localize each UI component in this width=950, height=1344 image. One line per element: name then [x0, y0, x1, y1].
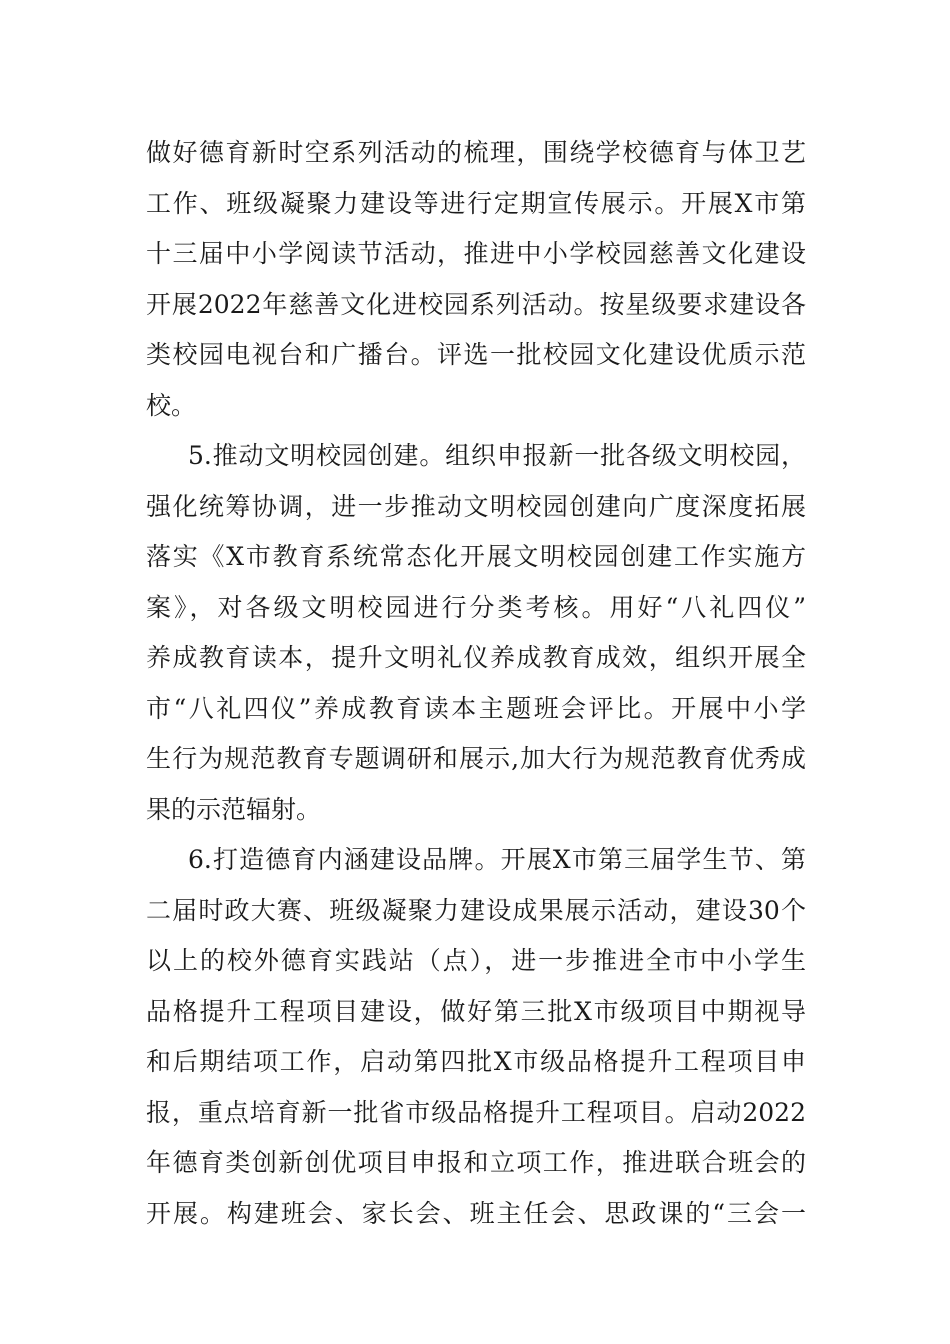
- text-line: 5.推动文明校园创建。组织申报新一批各级文明校园，: [188, 441, 806, 470]
- text-line: 报，重点培育新一批省市级品格提升工程项目。启动2022: [146, 1097, 806, 1127]
- text-line: 品格提升工程项目建设，做好第三批X市级项目中期视导: [146, 996, 806, 1026]
- text-line: 开展2022年慈善文化进校园系列活动。按星级要求建设各: [146, 289, 806, 319]
- text-line: 开展。构建班会、家长会、班主任会、思政课的“三会一: [146, 1198, 806, 1228]
- text-line: 年德育类创新创优项目申报和立项工作，推进联合班会的: [146, 1148, 806, 1177]
- text-line: 强化统筹协调，进一步推动文明校园创建向广度深度拓展: [146, 491, 806, 521]
- paragraph-6: [146, 835, 806, 1239]
- text-line: 果的示范辐射。: [146, 794, 322, 824]
- text-line: 案》，对各级文明校园进行分类考核。用好“八礼四仪”: [146, 592, 806, 622]
- text-line: 做好德育新时空系列活动的梳理，围绕学校德育与体卫艺: [146, 138, 806, 167]
- paragraph-5: [146, 431, 806, 835]
- text-line: 和后期结项工作，启动第四批X市级品格提升工程项目申: [146, 1047, 806, 1076]
- text-line: 以上的校外德育实践站（点），进一步推进全市中小学生: [146, 946, 806, 975]
- text-line: 工作、班级凝聚力建设等进行定期宣传展示。开展X市第: [146, 188, 806, 218]
- body-text: [146, 128, 806, 1239]
- text-line: 二届时政大赛、班级凝聚力建设成果展示活动，建设30个: [146, 895, 806, 925]
- text-line: 市“八礼四仪”养成教育读本主题班会评比。开展中小学: [146, 693, 806, 723]
- text-line: 十三届中小学阅读节活动，推进中小学校园慈善文化建设: [146, 239, 806, 268]
- text-line: 养成教育读本，提升文明礼仪养成教育成效，组织开展全: [146, 643, 806, 672]
- text-line: 校。: [146, 390, 197, 420]
- text-line: 落实《X市教育系统常态化开展文明校园创建工作实施方: [146, 542, 806, 571]
- text-line: 类校园电视台和广播台。评选一批校园文化建设优质示范: [146, 340, 806, 369]
- text-line: 生行为规范教育专题调研和展示,加大行为规范教育优秀成: [146, 744, 806, 773]
- paragraph-4-continuation: [146, 128, 806, 431]
- text-line: 6.打造德育内涵建设品牌。开展X市第三届学生节、第: [188, 845, 806, 874]
